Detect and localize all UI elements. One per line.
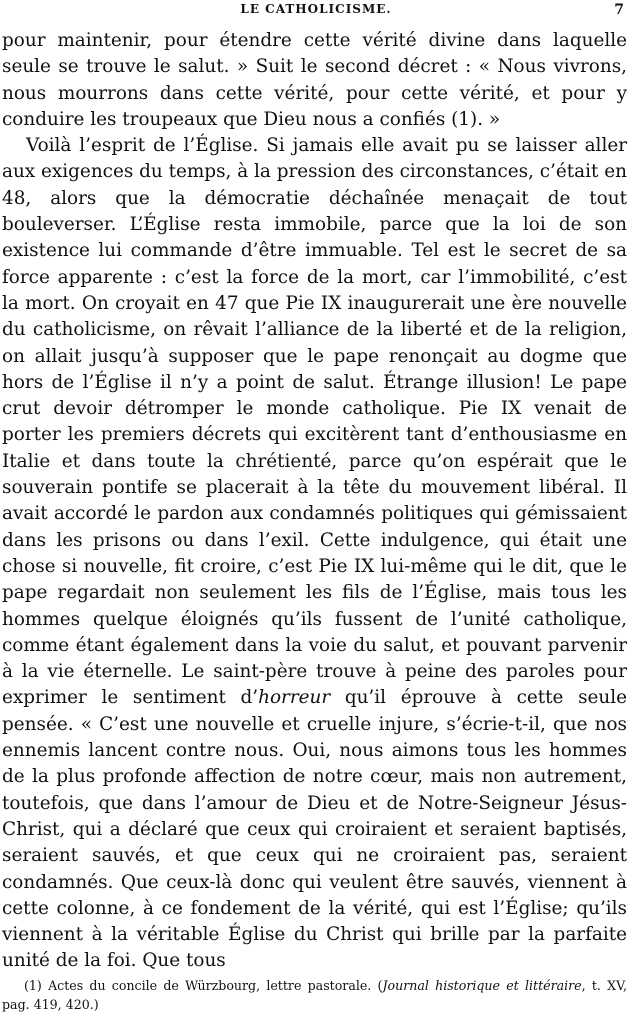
paragraph-text: Voilà l’esprit de l’Église. Si jamais elle avait pu se laisser aller aux exigences du temps, à la pression des circonstances, c’était en 48, alors que la démocratie déchaînée menaçait de tout bouleverser. L’Église resta immobile, parce que la loi de son existence lui commande d’être immuable. Tel est le secret de sa force apparente : c’est la force de la mort, car l’immobilité, c’est la mort. On croyait en 47 que Pie IX inaugurerait une ère nouvelle du catholicisme, on rêvait l’alliance de la liberté et de la religion, on allait jusqu’à supposer que le pape renonçait au dogme que hors de l’Église il n’y a point de salut. Étrange illusion! Le pape crut devoir détromper le monde catholique. Pie IX venait de porter les premiers décrets qui excitèrent tant d’enthousiasme en Italie et dans toute la chrétienté, parce qu’on espérait que le souverain pontife se placerait à la tête du mouvement libéral. Il avait accordé le pardon aux condamnés politiques qui gémissaient dans les prisons ou dans l’exil. Cette indulgence, qui était une chose si nouvelle, fit croire, c’est Pie IX lui-même qui le dit, que le pape regardait non seulement les fils de l’Église, mais tous les hommes quelque éloignés qu’ils fussent de l’unité catholique, comme étant également dans la voie du salut, et pouvant parvenir à la vie éternelle. Le saint-père trouve à peine des paroles pour exprimer le sentiment d’ <box>2 135 627 709</box>
footnote-citation: Actes du concile de Würzbourg, lettre pastorale. ( <box>41 978 383 993</box>
footnote-citation-end: , t. XV, pag. 419, 420.) <box>2 978 627 1012</box>
footnote-marker: (1) <box>24 978 42 993</box>
paragraph <box>2 133 627 975</box>
body-text <box>2 28 627 975</box>
page-number: 7 <box>614 2 624 18</box>
footnote-text <box>2 976 627 1014</box>
footnote-reference: (1) <box>451 108 478 130</box>
running-title: LE CATHOLICISME. <box>240 2 392 16</box>
paragraph-text: pour maintenir, pour étendre cette vérité divine dans laquelle seule se trouve le salut. » Suit le second décret : « Nous vivrons, nous mourrons dans cette vérité, pour cette vérité, et pour y conduire les troupeaux que Dieu nous a confiés <box>2 30 627 130</box>
paragraph-text-continued: qu’il éprouve à cette seule pensée. « C’est une nouvelle et cruelle injure, s’écrie-t-il, que nos ennemis lancent contre nous. Oui, nous aimons tous les hommes de la plus profonde affection de notre cœur, mais non autrement, toutefois, que dans l’amour de Dieu et de Notre-Seigneur Jésus-Christ, qui a déclaré que ceux qui croiraient et seraient baptisés, seraient sauvés, et que ceux qui ne croiraient pas, seraient condamnés. Que ceux-là donc qui veulent être sauvés, viennent à cette colonne, à ce fondement de la vérité, qui est l’Église; qu’ils viennent à la véritable Église du Christ qui brille par la parfaite unité de la foi. Que tous <box>2 687 628 972</box>
paragraph-tail: . » <box>477 108 501 130</box>
footnote <box>2 976 627 1014</box>
running-head <box>0 2 632 18</box>
emphasized-word: horreur <box>258 687 331 709</box>
footnote-source-title: Journal historique et littéraire <box>382 978 582 993</box>
paragraph-continued <box>2 28 627 133</box>
